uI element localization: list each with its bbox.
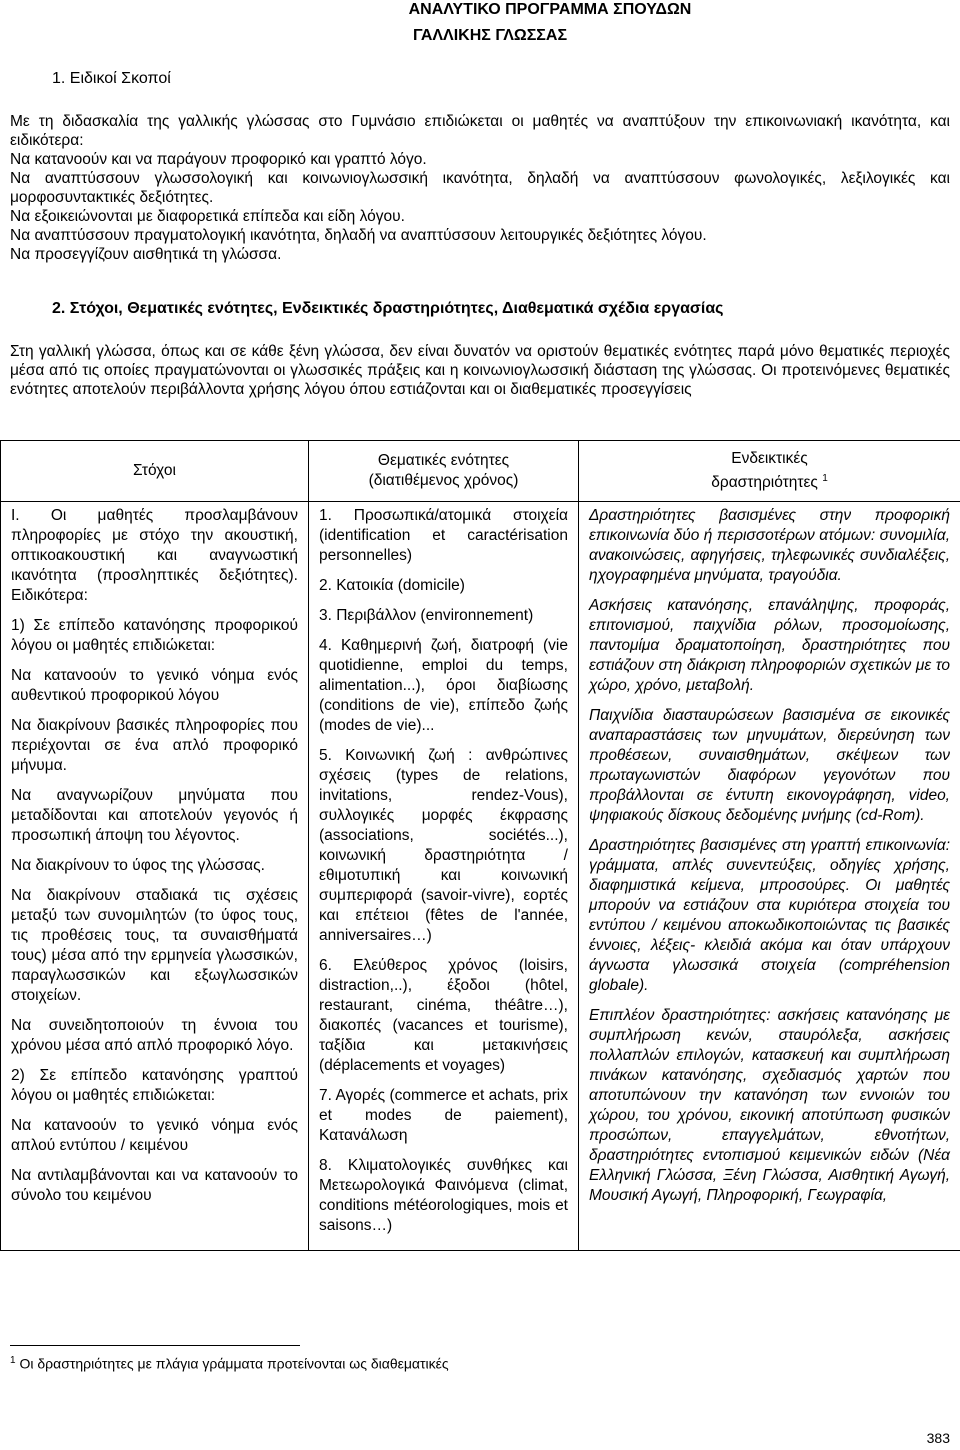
activity-item: Ασκήσεις κατανόησης, επανάληψης, προφοράς, επιτονισμού, παιχνίδια ρόλων, προσομοίωσης, παντομίμα δραματοποίηση, δραστηριότητες που εστιάζουν στη διάκριση πληροφοριών σχετικών με το χώρο, χρόνο, μεταβολή. [589,597,950,694]
goal-item: Να αναγνωρίζουν μηνύματα που μεταδίδονται και αποτελούν γεγονός ή προσωπική άποψη του λέγοντος. [11,787,298,844]
activity-item: Παιχνίδια διασταυρώσεων βασισμένα σε εικονικές αναπαραστάσεις των μηνυμάτων, διερεύνηση των προθέσεων, συναισθημάτων, σκέψεων των πρωταγωνιστών διαφόρων γεγονότων που προβάλλονται σε έντυπη εικονογράφηση, video, ψηφιακούς δίσκους δεδομένης μνήμης (cd-Rom). [589,707,950,824]
goal-item: Να διακρίνουν βασικές πληροφορίες που περιέχονται σε ένα απλό προφορικό μήνυμα. [11,717,298,774]
page-number: 383 [926,1430,950,1446]
activity-item: Δραστηριότητες βασισμένες στη γραπτή επικοινωνία: γράμματα, απλές συνεντεύξεις, οδηγίες χρήσης, διαφημιστικά κείμενα, μπροσούρες. Οι μαθητές μπορούν να εστιάζουν στα κυριότερα στοιχεία του εντύπου / κειμένου αποκωδικοποιώντας τις βασικές έννοιες, λέξεις- κλειδιά ακόμα και όταν υπάρχουν άγνωστα γλωσσικά στοιχεία (compréhension globale). [589,837,950,994]
activities-cell [579,502,960,1251]
table-clip [0,440,960,1336]
table-header-row [1,441,960,502]
goal-item: Να κατανοούν το γενικό νόημα ενός απλού εντύπου / κειμένου [11,1117,298,1154]
section1-line: Να εξοικειώνονται με διαφορετικά επίπεδα και είδη λόγου. [10,208,405,225]
section1-line: Με τη διδασκαλία της γαλλικής γλώσσας στο Γυμνάσιο επιδιώκεται οι μαθητές να αναπτύξουν την επικοινωνιακή ικανότητα, και ειδικότερα: [10,113,950,149]
goal-item: 2) Σε επίπεδο κατανόησης γραπτού λόγου οι μαθητές επιδιώκεται: [11,1067,298,1104]
footnote-ref: 1 [822,472,828,484]
header-topics-line2: (διατιθέμενος χρόνος) [368,472,519,489]
section1-heading: 1. Ειδικοί Σκοποί [52,70,171,87]
header-activities-line1: Ενδεικτικές [731,449,808,467]
topic-item: 2. Κατοικία (domicile) [319,577,465,594]
footnote [10,1355,449,1372]
curriculum-table [0,440,960,1251]
topic-item: 1. Προσωπικά/ατομικά στοιχεία (identification et caractérisation personnelles) [319,507,568,564]
section1-line: Να προσεγγίζουν αισθητικά τη γλώσσα. [10,246,282,263]
header-topics [309,441,579,502]
footnote-marker: 1 [10,1355,16,1366]
topics-cell [309,502,579,1251]
section2-intro: Στη γαλλική γλώσσα, όπως και σε κάθε ξένη γλώσσα, δεν είναι δυνατόν να οριστούν θεματικές ενότητες παρά μόνο θεματικές περιοχές μέσα από τις οποίες πραγματώνονται οι γλωσσικές πράξεις και η κοινωνιογλωσσική διάσταση της γλώσσας. Οι προτεινόμενες θεματικές ενότητες αποτελούν περιβάλλοντα χρήσης λόγου όπου εστιάζονται και οι διαθεματικές προσεγγίσεις [10,343,950,398]
header-activities-line2: δραστηριότητες $^1$ [711,472,828,492]
page-title-line2: ΓΑΛΛΙΚΗΣ ΓΛΩΣΣΑΣ [412,27,568,44]
activity-item: Δραστηριότητες βασισμένες στην προφορική επικοινωνία δύο ή περισσοτέρων ατόμων: συνομιλία, ανακοινώσεις, αφηγήσεις, τηλεφωνικές συνδιαλέξεις, ηχογραφημένα μηνύματα, τραγούδια. [589,507,950,584]
header-goals: Στόχοι [1,441,309,502]
topic-item: 3. Περιβάλλον (environnement) [319,607,534,624]
header-activities [579,441,960,502]
goal-item: Να διακρίνουν σταδιακά τις σχέσεις μεταξύ των συνομιλητών (το ύφος τους, τις προθέσεις τους, τα συναισθήματά τους) μέσα από την ερμηνεία γλωσσικών, παραγλωσσικών και εξωγλωσσικών στοιχείων. [11,887,298,1004]
section1-line: Να κατανοούν και να παράγουν προφορικό και γραπτό λόγο. [10,151,427,168]
topic-item: 5. Κοινωνική ζωή : ανθρώπινες σχέσεις (types de relations, invitations, rendez-Vous), συλλογικές μορφές έκφρασης (associations, sociétés...), κοινωνική δραστηριότητα / εθιμοτυπική και κοινωνική συμπεριφορά (savoir-vivre), εορτές και επέτειοι (fêtes de l'année, anniversaires…) [319,747,568,944]
topic-item: 6. Ελεύθερος χρόνος (loisirs, distraction,..), έξοδοι (hôtel, restaurant, cinéma, théâtre…), διακοπές (vacances et tourisme), ταξίδια και μετακινήσεις (déplacements et voyages) [319,957,568,1074]
goal-item: Να αντιλαμβάνονται και να κατανοούν το σύνολο του κειμένου [11,1167,298,1204]
section2-heading: 2. Στόχοι, Θεματικές ενότητες, Ενδεικτικές δραστηριότητες, Διαθεματικά σχέδια εργασίας [52,300,724,317]
goals-cell [1,502,309,1251]
goal-item: Να διακρίνουν το ύφος της γλώσσας. [11,857,265,874]
goal-item: Να συνειδητοποιούν τη έννοια του χρόνου μέσα από απλό προφορικό λόγο. [11,1017,298,1054]
goal-item: Ι. Οι μαθητές προσλαμβάνουν πληροφορίες με στόχο την ακουστική, οπτικοακουστική και αναγνωστική ικανότητα (προσληπτικές δεξιότητες). Ειδικότερα: [11,507,298,604]
header-topics-line1: Θεματικές ενότητες [377,452,510,469]
goal-item: 1) Σε επίπεδο κατανόησης προφορικού λόγου οι μαθητές επιδιώκεται: [11,617,298,654]
footnote-divider [10,1345,300,1346]
section1-line: Να αναπτύσσουν πραγματολογική ικανότητα, δηλαδή να αναπτύσσουν λειτουργικές δεξιότητες λόγου. [10,227,707,244]
goal-item: Να κατανοούν το γενικό νόημα ενός αυθεντικού προφορικού λόγου [11,667,298,704]
section1-line: Να αναπτύσσουν γλωσσολογική και κοινωνιογλωσσική ικανότητα, δηλαδή να αναπτύσσουν φωνολογικές, λεξιλογικές και μορφοσυντακτικές δεξιότητες. [10,170,950,206]
footnote-text: Οι δραστηριότητες με πλάγια γράμματα προτείνονται ως διαθεματικές [19,1355,449,1372]
page-title-line1: ΑΝΑΛΥΤΙΚΟ ΠΡΟΓΡΑΜΜΑ ΣΠΟΥΔΩΝ [408,1,692,18]
topic-item: 8. Κλιματολογικές συνθήκες και Μετεωρολογικά Φαινόμενα (climat, conditions météorologiques, mois et saisons…) [319,1157,568,1234]
table-row [1,502,960,1251]
section1-body [10,112,950,264]
topic-item: 4. Καθημερινή ζωή, διατροφή (vie quotidienne, emploi du temps, alimentation...), όροι διαβίωσης (conditions de vie), επίπεδο ζωής (modes de vie)... [319,637,568,734]
activity-item: Επιπλέον δραστηριότητες: ασκήσεις κατανόησης με συμπλήρωση κενών, σταυρόλεξα, ασκήσεις πολλαπλών επιλογών, κατασκευή και συμπλήρωση πινάκων κατανόησης, σχεδιασμός χαρτών που αποτυπώνουν την κατανόηση των εννοιών του χώρου, του χρόνου, εικονική αποτύπωση φυσικών προσώπων, επαγγελμάτων, εθνοτήτων, δραστηριότητες εντοπισμού κειμενικών ειδών (Νέα Ελληνική Γλώσσα, Ξένη Γλώσσα, Αισθητική Αγωγή, Μουσική Αγωγή, Πληροφορική, Γεωγραφία, [589,1007,950,1204]
topic-item: 7. Αγορές (commerce et achats, prix et modes de paiement), Κατανάλωση [319,1087,568,1144]
